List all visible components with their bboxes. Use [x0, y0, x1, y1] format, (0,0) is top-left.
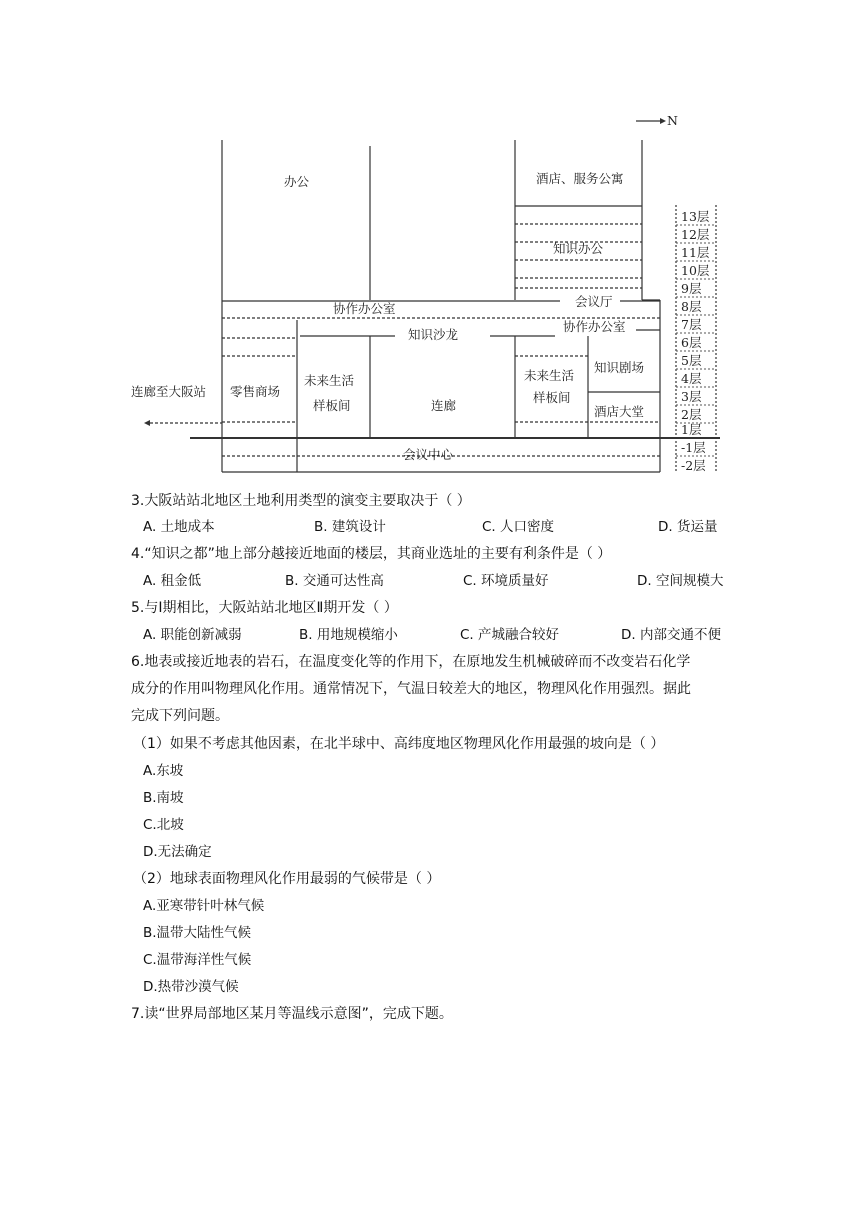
question-6-2-option-a: A.亚寒带针叶林气候: [143, 898, 265, 914]
zone-future-living-right-1: 未来生活: [524, 368, 575, 383]
question-6-2-option-c: C.温带海洋性气候: [143, 952, 252, 968]
question-4-option-a: A. 租金低: [143, 573, 202, 589]
zone-future-living-left-2: 样板间: [313, 398, 351, 413]
question-7-stem: 7.读“世界局部地区某月等温线示意图”，完成下题。: [131, 1006, 453, 1022]
question-4-option-c: C. 环境质量好: [463, 573, 549, 589]
zone-future-living-left-1: 未来生活: [304, 373, 355, 388]
zone-knowledge-theater: 知识剧场: [594, 360, 645, 375]
north-label: N: [667, 113, 678, 128]
zone-coop-office-left: 协作办公室: [333, 301, 396, 316]
question-6-2-stem: （2）地球表面物理风化作用最弱的气候带是（ ）: [133, 871, 441, 887]
question-6-1-stem: （1）如果不考虑其他因素，在北半球中、高纬度地区物理风化作用最强的坡向是（ ）: [133, 736, 665, 752]
zone-conference-center: 会议中心: [403, 447, 454, 462]
question-6-1-option-a: A.东坡: [143, 763, 184, 779]
zone-hotel-apartments: 酒店、服务公寓: [536, 171, 624, 186]
link-to-osaka-station: 连廊至大阪站: [131, 384, 207, 399]
floor-label: 9层: [681, 281, 702, 296]
zone-knowledge-office: 知识办公: [553, 241, 604, 256]
floor-label: 10层: [681, 263, 710, 278]
floor-label: 4层: [681, 371, 702, 386]
floor-label: 8层: [681, 299, 702, 314]
question-3-option-a: A. 土地成本: [143, 519, 215, 535]
question-4-option-d: D. 空间规模大: [637, 573, 724, 589]
question-5-option-d: D. 内部交通不便: [621, 627, 721, 643]
floor-label: 5层: [681, 353, 702, 368]
building-section-diagram: [0, 0, 860, 480]
question-6-1-option-c: C.北坡: [143, 817, 184, 833]
floor-label: 12层: [681, 227, 710, 242]
floor-label: 2层: [681, 407, 702, 422]
zone-future-living-right-2: 样板间: [533, 390, 571, 405]
question-3-stem: 3.大阪站站北地区土地利用类型的演变主要取决于（ ）: [131, 493, 471, 509]
zone-corridor: 连廊: [431, 398, 457, 413]
floor-label: 7层: [681, 317, 702, 332]
question-6-1-option-b: B.南坡: [143, 790, 184, 806]
floor-label: 1层: [681, 422, 702, 437]
zone-hotel-lobby: 酒店大堂: [594, 404, 645, 419]
question-4-stem: 4.“知识之都”地上部分越接近地面的楼层，其商业选址的主要有利条件是（ ）: [131, 546, 612, 562]
zone-retail: 零售商场: [230, 384, 281, 399]
floor-labels: [681, 209, 710, 473]
question-6-intro: [131, 649, 731, 730]
question-5-option-b: B. 用地规模缩小: [299, 627, 398, 643]
zone-conference-hall: 会议厅: [575, 294, 613, 309]
question-6-intro-line-2: 成分的作用叫物理风化作用。通常情况下，气温日较差大的地区，物理风化作用强烈。据此: [131, 681, 691, 697]
question-6-1-option-d: D.无法确定: [143, 844, 212, 860]
zone-coop-office-right: 协作办公室: [563, 319, 626, 334]
floor-label: -1层: [681, 440, 706, 455]
question-6-2-option-d: D.热带沙漠气候: [143, 979, 239, 995]
question-3-option-c: C. 人口密度: [482, 519, 555, 535]
question-6-intro-line-3: 完成下列问题。: [131, 708, 229, 724]
floor-label: 3层: [681, 389, 702, 404]
question-5-stem: 5.与Ⅰ期相比，大阪站站北地区Ⅱ期开发（ ）: [131, 600, 398, 616]
question-3-option-b: B. 建筑设计: [314, 519, 386, 535]
floor-label: 11层: [681, 245, 710, 260]
question-4-option-b: B. 交通可达性高: [285, 573, 384, 589]
zone-office: 办公: [284, 174, 310, 189]
question-5-option-c: C. 产城融合较好: [460, 627, 560, 643]
question-3-option-d: D. 货运量: [658, 519, 718, 535]
question-5-option-a: A. 职能创新减弱: [143, 627, 242, 643]
floor-label: -2层: [681, 458, 706, 473]
question-6-intro-line-1: 6.地表或接近地表的岩石，在温度变化等的作用下，在原地发生机械破碎而不改变岩石化学: [131, 654, 691, 670]
question-6-2-option-b: B.温带大陆性气候: [143, 925, 252, 941]
floor-label: 13层: [681, 209, 710, 224]
zone-knowledge-salon: 知识沙龙: [408, 327, 459, 342]
floor-label: 6层: [681, 335, 702, 350]
